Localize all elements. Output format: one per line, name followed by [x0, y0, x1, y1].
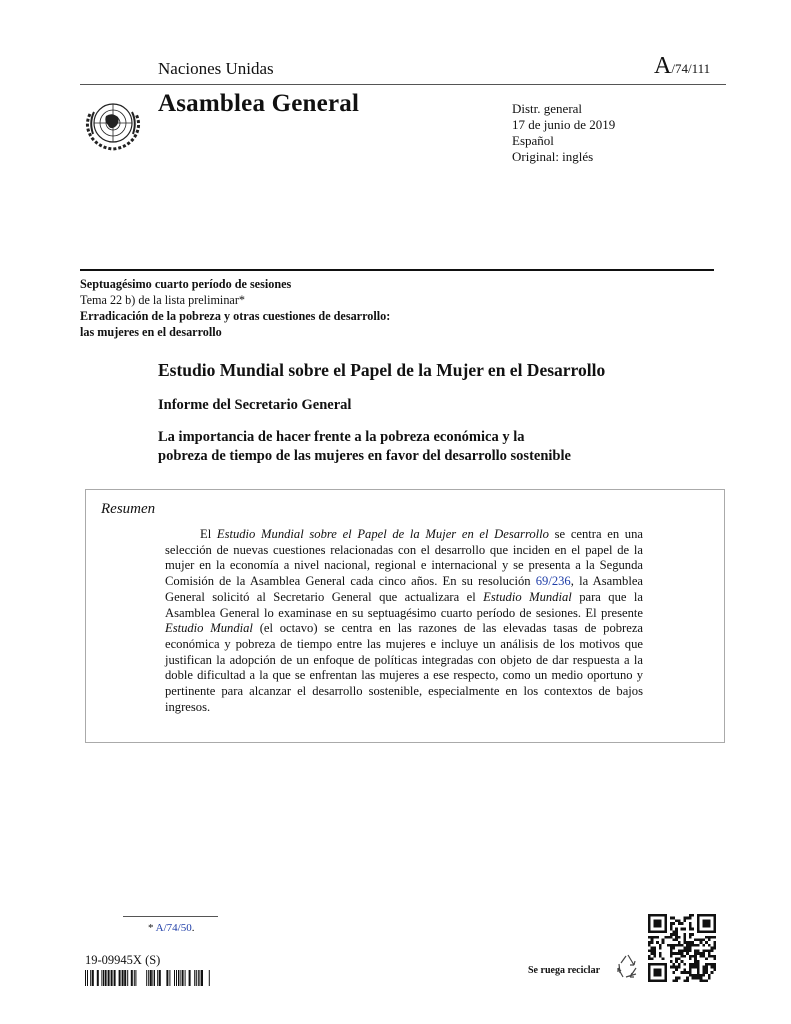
distribution-block [512, 101, 615, 165]
summary-paragraph [165, 527, 643, 715]
recycle-icon [614, 952, 642, 980]
agenda-topic: Erradicación de la pobreza y otras cuestiones de desarrollo: [80, 309, 391, 323]
footnote [148, 922, 194, 934]
subtitle-line: La importancia de hacer frente a la pobreza económica y la [158, 429, 525, 445]
body-title: Asamblea General [158, 90, 360, 117]
summary-label: Resumen [101, 501, 156, 517]
summary-text [165, 527, 643, 715]
resolution-link[interactable]: 69/236 [535, 574, 571, 589]
un-emblem-icon [80, 92, 146, 158]
summary-text-run: El [200, 527, 217, 541]
header-rule [80, 84, 726, 85]
document-number: 19-09945X (S) [85, 953, 161, 967]
summary-text-run: , la Asamblea General solicitó al Secretario General que actualizara el [165, 574, 644, 604]
distribution-line: 17 de junio de 2019 [512, 117, 616, 132]
subtitle-line: pobreza de tiempo de las mujeres en favor del desarrollo sostenible [158, 448, 571, 464]
footnote-suffix: . [191, 922, 195, 934]
main-title: Estudio Mundial sobre el Papel de la Mujer en el Desarrollo [158, 360, 606, 380]
footnote-rule [123, 916, 218, 917]
barcode-icon [85, 970, 215, 986]
summary-italic-run: Estudio Mundial [165, 621, 253, 636]
distribution-line: Distr. general [512, 101, 583, 116]
summary-text-run: se centra en una selección de nuevas cuestiones relacionadas con el desarrollo que inciden en el papel de la mujer en la economía a nivel nacional, regional e internacional y se presenta a la Segunda Comisión de la Asamblea General cada cinco años. En su resolución [165, 527, 643, 589]
qr-code-icon [648, 914, 716, 982]
session-title: Septuagésimo cuarto período de sesiones [80, 277, 292, 291]
document-symbol [654, 53, 710, 80]
symbol-number: /74/111 [671, 61, 711, 76]
summary-text-run: para que la Asamblea General lo examinase en su septuagésimo cuarto período de sesiones. El presente [165, 589, 643, 620]
agenda-item: Tema 22 b) de la lista preliminar* [80, 293, 245, 307]
report-title: Informe del Secretario General [158, 397, 352, 413]
footnote-link[interactable]: A/74/50 [155, 922, 192, 934]
subtitle [158, 428, 678, 466]
recycle-label: Se ruega reciclar [528, 965, 601, 976]
distribution-line: Español [512, 133, 554, 148]
symbol-letter: A [654, 53, 672, 79]
agenda-subtopic: las mujeres en el desarrollo [80, 325, 222, 339]
summary-italic-run: Estudio Mundial [483, 589, 572, 604]
session-rule [80, 269, 714, 271]
distribution-line: Original: inglés [512, 149, 594, 164]
footnote-marker: * [148, 922, 154, 934]
summary-text-run: (el octavo) se centra en las razones de las elevadas tasas de pobreza económica y pobreza de tiempo entre las mujeres e incluye un análisis de los motivos que justifican la adopción de un enfoque de políticas integradas con objeto de dar respuesta a la doble dificultad a la que se enfrentan las mujeres a ese respecto, como un medio oportuno y pertinente para alcanzar el desarrollo sostenible, especialmente en los contextos de bajos ingresos. [165, 621, 643, 714]
session-block [80, 276, 390, 340]
summary-italic-run: Estudio Mundial sobre el Papel de la Mujer en el Desarrollo [216, 527, 549, 541]
organization-name: Naciones Unidas [158, 59, 274, 78]
